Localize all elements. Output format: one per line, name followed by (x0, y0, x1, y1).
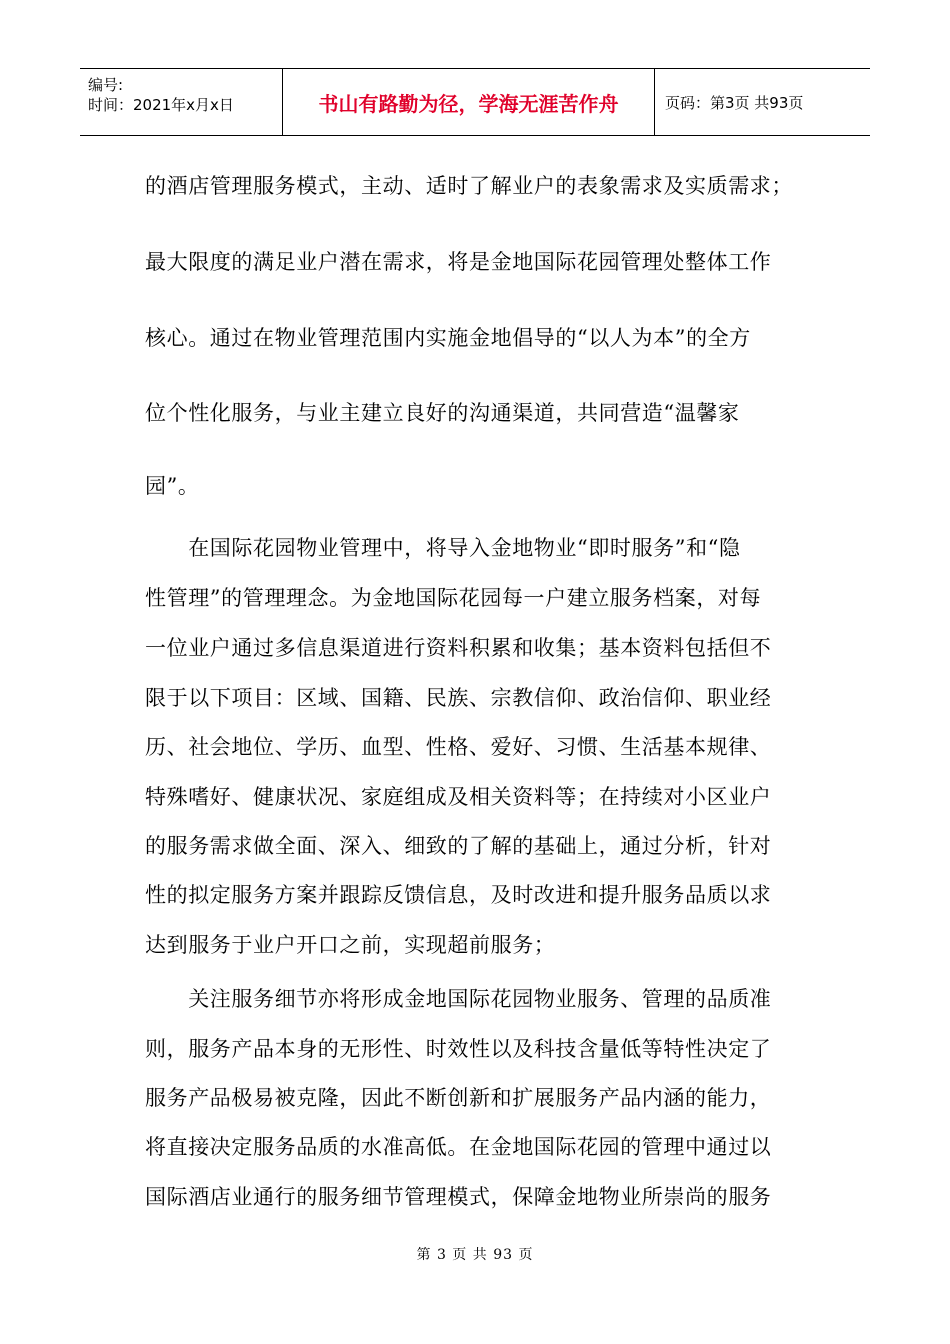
text-line: 在国际花园物业管理中，将导入金地物业“即时服务”和“隐 (145, 536, 741, 560)
text-line: 一位业户通过多信息渠道进行资料积累和收集；基本资料包括但不 (145, 636, 772, 660)
text-line: 性的拟定服务方案并跟踪反馈信息，及时改进和提升服务品质以求 (145, 883, 772, 907)
document-time: 时间：2021年x月x日 (88, 96, 234, 114)
header-page-info: 页码：第3页 共93页 (665, 93, 804, 112)
text-line: 服务产品极易被克隆，因此不断创新和扩展服务产品内涵的能力， (145, 1086, 772, 1110)
text-line: 核心。通过在物业管理范围内实施金地倡导的“以人为本”的全方 (145, 326, 751, 350)
text-line: 最大限度的满足业户潜在需求，将是金地国际花园管理处整体工作 (145, 250, 772, 274)
text-line: 园”。 (145, 474, 200, 498)
text-line: 位个性化服务，与业主建立良好的沟通渠道，共同营造“温馨家 (145, 401, 740, 425)
text-line: 特殊嗜好、健康状况、家庭组成及相关资料等；在持续对小区业户 (145, 785, 772, 809)
text-line: 国际酒店业通行的服务细节管理模式，保障金地物业所崇尚的服务 (145, 1185, 772, 1209)
text-line: 则，服务产品本身的无形性、时效性以及科技含量低等特性决定了 (145, 1037, 772, 1061)
text-line: 达到服务于业户开口之前，实现超前服务； (145, 933, 556, 957)
text-line: 历、社会地位、学历、血型、性格、爱好、习惯、生活基本规律、 (145, 735, 772, 759)
document-number-label: 编号: (88, 76, 124, 94)
header-meta (80, 69, 283, 135)
text-line: 关注服务细节亦将形成金地国际花园物业服务、管理的品质准 (145, 987, 772, 1011)
page-footer: 第 3 页 共 93 页 (416, 1247, 534, 1263)
text-line: 性管理”的管理理念。为金地国际花园每一户建立服务档案，对每 (145, 586, 762, 610)
text-line: 的服务需求做全面、深入、细致的了解的基础上，通过分析，针对 (145, 834, 772, 858)
text-line: 限于以下项目：区域、国籍、民族、宗教信仰、政治信仰、职业经 (145, 686, 772, 710)
text-line: 的酒店管理服务模式，主动、适时了解业户的表象需求及实质需求； (145, 174, 793, 198)
header-motto: 书山有路勤为径，学海无涯苦作舟 (283, 69, 655, 135)
text-line: 将直接决定服务品质的水准高低。在金地国际花园的管理中通过以 (145, 1135, 772, 1159)
page-header (80, 68, 870, 136)
